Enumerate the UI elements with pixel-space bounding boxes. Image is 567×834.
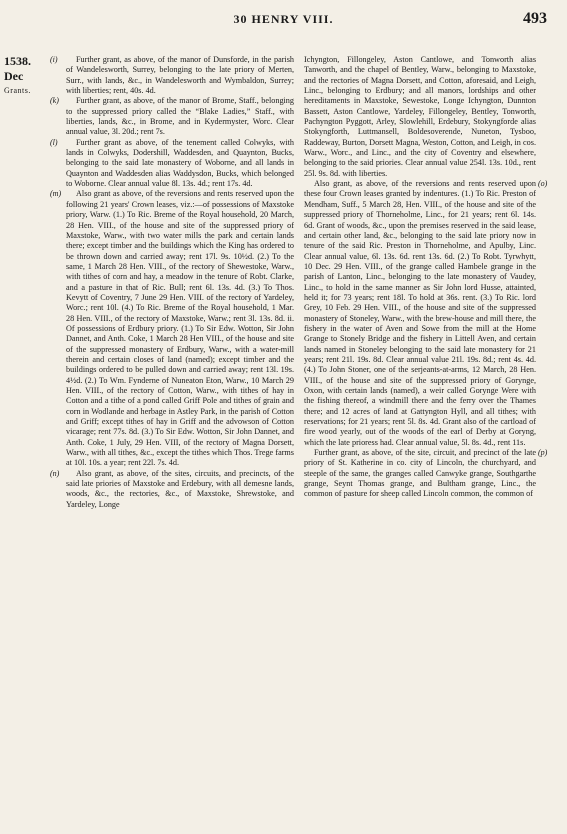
page-number: 493 bbox=[523, 10, 547, 27]
entry-i bbox=[50, 55, 294, 96]
entry-marker: (m) bbox=[50, 189, 62, 199]
left-column bbox=[50, 55, 294, 510]
entry-marker: (i) bbox=[50, 55, 58, 64]
entry-text: Also grant, as above, of the sites, circuits, and precincts, of the said late priories of Maxstoke and Erdebury, with all demesne lands, woods, &c., the rectories, &c., of Maxstoke, Shrewstoke, and Yardeley, Longe bbox=[66, 468, 294, 509]
running-head bbox=[0, 10, 567, 30]
entry-text: Ichyngton, Fillongeley, Aston Cantlowe, and Tonworth alias Tanworth, and the chapel of Bentley, Warw., belonging to Maxstoke, and the rectories of Magna Dorsett, and Cotton, aforesaid, and Leigh, Linc., belonging to Erdbury; and all manors, lordships and other hereditaments in Maxstoke, Sewestoke, Longe Ichyngton, Dunnton Bassett, Aston Cantlowe, Yardeley, Fillongeley, Bentley, Tonworth, Pachyngton Pyggott, Arley, Slowlehill, Erdebury, Stokyngforde alias Stokyngforth, Luttmansell, Boldesoverende, Nuneton, Tysboo, Raddeway, Burton, Dorsett Magna, Weston, Cotton, and Leigh, in cos. Warw., Worc., and Linc., and the city of Coventry and elsewhere, belonging to the said priories. Clear annual value 254l. 13s. 10d., rent 25l. 9s. 8d. with liberties. bbox=[304, 55, 536, 178]
entry-p bbox=[304, 448, 548, 500]
margin-year: 1538. bbox=[4, 54, 31, 68]
entry-text: Further grant, as above, of the manor of Dunsforde, in the parish of Wandelesworth, Surrey, belonging to the late priory of Merten, Surr., with lands, &c., in Wandelesworth and Wymbaldon, Surrey; with liberties; rent, 40s. 4d. bbox=[66, 55, 294, 96]
entry-text: Further grant as above, of the tenement called Colwyks, with lands in Colwyks, Dodershill, Waddesden, and Quaynton, Bucks, belonging to the said late monastery of Woborne, and all lands in Quaynton and Waddesden alias Waddysdon, Bucks, which belonged to Woborne. Clear annual value 8l. 13s. 4d.; rent 17s. 4d. bbox=[66, 137, 294, 189]
entry-marker: (n) bbox=[50, 468, 60, 478]
entry-l bbox=[50, 137, 294, 190]
entry-text: Also grant as above, of the reversions and rents reserved upon the following 21 years' Crown leases, viz.:—of possessions of Maxstoke priory, Warw. (1.) To Ric. Breme of the Royal household, 20 March, 28 Hen. VIII., of the house and site of the suppressed priory of Maxstoke, Warw., with two water mills the park and certain lands there; except timber and the buildings which the King has ordered to be thrown down and carried away; rent 17l. 9s. 10½d. (2.) To the same, 1 March 28 Hen. VIII., of the rectory of Shewestoke, Warw., with tithes of corn and hay, a meadow in the tenure of Robt. Clarke, and a pasture in that of Ric. Bull; rent 6l. 13s. 4d. (3.) To Thos. Kevytt of Coventry, 7 June 29 Hen. VIII. of the rectory of Yardeley, Worc.; rent 10l. (4.) To Ric. Breme of the Royal household, 1 Mar. 28 Hen. VIII., of the rectory of Maxstoke, Warw.; rent 3l. 13s. 8d. ii. Of possessions of Erdbury priory. (1.) To Sir Edw. Wotton, Sir John Dannet, and Anth. Coke, 1 March 28 Hen VIII., of the house and site of the suppressed monastery of Erdbury, Warw., with a water-mill therein and certain closes of land (named); except timber and the buildings ordered to be pulled down and carried away; rent 13l. 19s. 4½d. (2.) To Wm. Fynderne of Nuneaton Eton, Warw., 10 March 29 Hen. VIII., of the rectory of Cotton, Warw., with tithes of hay in Cotton and a tithe of a pond called Griff Pole and tithes of grain and corn in Wodlande and herbage in Astley Park, in the parish of Cotton and Griff; except tithes of hay in Griff and the advowson of Cotton vicarage; rent 77s. 8d. (3.) To Sir Edw. Wotton, Sir John Dannet, and Anth. Coke, 1 July, 29 Hen. VIII, of the rectory of Magna Dorsett, Warw., with all tithes, &c., except the tithes which Thos. Trege farms at 10l. 10s. a year; rent 22l. 7s. 4d. bbox=[66, 189, 294, 468]
entry-marker: (p) bbox=[538, 448, 548, 458]
margin-month: Dec bbox=[4, 69, 24, 83]
entry-text: Further grant, as above, of the manor of Brome, Staff., belonging to the suppressed priory called the “Blake Ladies,” Staff., with liberties, lands, &c., in Brome, and in Kydermyster, Worc. Clear annual value, 3l. 20d.; rent 7s. bbox=[66, 96, 294, 137]
entry-marker: (o) bbox=[538, 179, 548, 189]
entry-m bbox=[50, 189, 294, 468]
entry-text: Also grant, as above, of the reversions and rents reserved upon these four Crown leases granted by indentures. (1.) To Ric. Preston of Mendham, Suff., 5 March 28, Hen. VIII., of the house and site of the suppressed priory of Thorneholme, Linc., for 21 years; rent 6l. 14s. 6d. Grant of woods, &c., upon the premises reserved in the said lease, and certain other land, &c., belonging to the said late priory now in tenure of the said Ric. Preston in Thorneholme, and Apulby, Linc. Clear annual value, 6l. 13s. 6d. rent 13s. 6d. (2.) To Robt. Tyrwhytt, 10 Dec. 29 Hen. VIII., of the grange called Hambele grange in the parish of Lanton, Linc., belonging to the late monastery of Vaudey, Linc., to hold in the same manner as Sir John lord Husse, attainted, held it; for 73 years; rent 18l. To hold at 36s. rent. (3.) To Ric. lord Grey, 10 Feb. 29 Hen. VIII., of the house and site of the suppressed monastery of Stoneley, Warw., with the brew-house and mill there, the fishery in the water of Aven and Sowe from the mill at the Home Grange to Stonely Bridge and the fishery in Littell Aven, and certain lands named in Stoneley belonging to the said late monastery for 21 years; rent 21l. 19s. 8d. Clear annual value 21l. 19s. 8d.; rent 4s. 4d. (4.) To John Stoner, one of the serjeants-at-arms, 12 March, 28 Hen. VIII., of the house and site of the suppressed priory of Goryngе, Oxon, with certain lands (named), a weir called Goryngе Were with the fishing thereof, a windmill there and the ferry over the Thames there; and 12 acres of land at Gattyngton Hyll, and all tithes; with reservations; for 21 years; rent 5l. 8s. 4d. Grant also of the cartload of fire wood yearly, out of the woods of the earl of Derby at Goryng, which the late prioress had. Clear annual value, 5l. 8s. 4d., rent 11s. bbox=[304, 179, 536, 447]
margin-section-label: Grants. bbox=[4, 86, 31, 95]
entry-marker: (l) bbox=[50, 137, 58, 147]
entry-k bbox=[50, 96, 294, 137]
entry-o bbox=[304, 179, 548, 448]
entry-text: Further grant, as above, of the site, circuit, and precinct of the late priory of St. Katherine in co. city of Lincoln, the churchyard, and steeple of the same, the granges called Canwyke grange, Southgarthe grange, Seynt Thomas grange, and Bultham grange, Linc., the common of pasture for sheep called Lincoln common, the common of bbox=[304, 448, 536, 499]
right-column bbox=[304, 55, 548, 500]
entry-continued bbox=[304, 55, 536, 179]
entry-marker: (k) bbox=[50, 96, 59, 106]
running-title: 30 HENRY VIII. bbox=[233, 12, 334, 26]
entry-n bbox=[50, 468, 294, 510]
